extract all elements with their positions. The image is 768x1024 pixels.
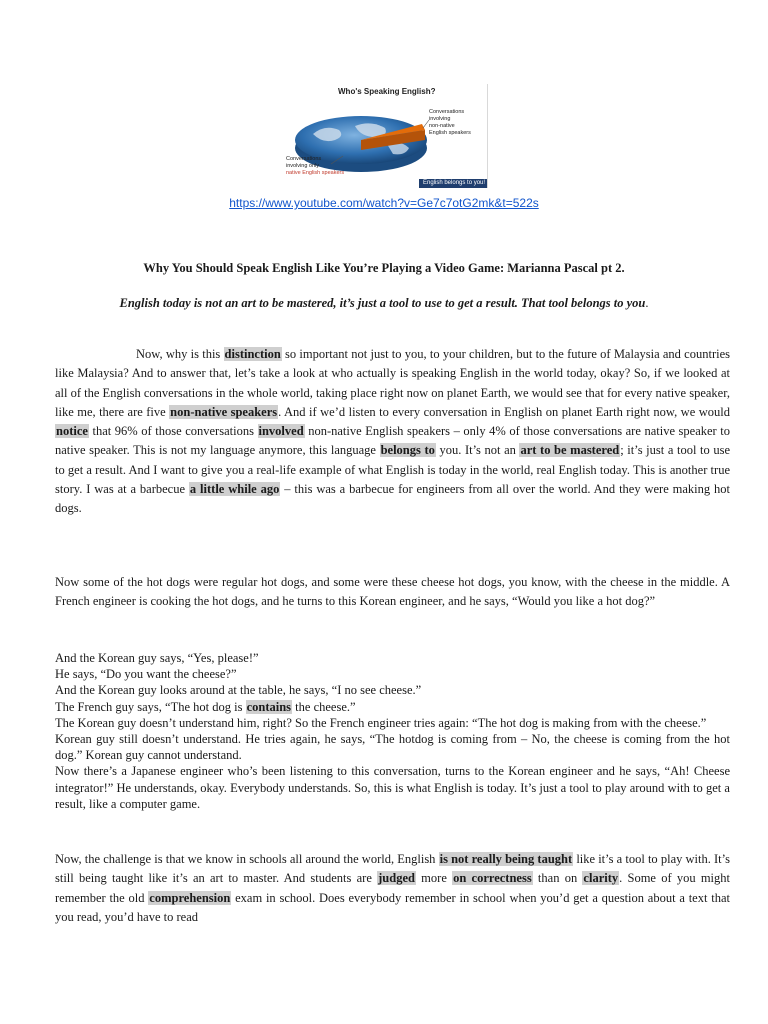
figure-title: Who's Speaking English?	[338, 87, 436, 96]
highlight: belongs to	[380, 443, 435, 458]
dialogue-line: Now there’s a Japanese engineer who’s been listening to this conversation, turns to the Korean engineer and he says, “Ah! Cheese integrator!” He understands, okay. Everybody understands. So, this is what English is today. It’s just a tool to play around with to get a result, like a computer game.	[55, 764, 730, 811]
highlight: art to be mastered	[520, 443, 620, 458]
pie-chart-image	[283, 84, 488, 188]
page-title: Why You Should Speak English Like You’re Playing a Video Game: Marianna Pascal pt 2.	[143, 261, 625, 275]
dialogue-line: The Korean guy doesn’t understand him, right? So the French engineer tries again: “The hot dog is making from with the cheese.”	[55, 715, 707, 730]
dialogue-line: The French guy says, “The hot dog is contains the cheese.”	[55, 699, 356, 714]
highlight: judged	[378, 871, 415, 886]
dialogue-line: Korean guy still doesn’t understand. He tries again, he says, “The hotdog is coming from – No, the cheese is coming from the hot dog.” Korean guy cannot understand.	[55, 732, 730, 763]
paragraph-1: Now, why is this distinction so important not just to you, to your children, but to the future of Malaysia and countries like Malaysia? And to answer that, let’s take a look at who actually is speaking English in the world today, okay? So, if we looked at all of the English conversations in the whole world, taking place right now on planet Earth, we would see that for every native speaker, like me, there are five non-native speakers. And if we’d listen to every conversation in English on planet Earth right now, we would notice that 96% of those conversations involved non-native English speakers – only 4% of those conversations are native speaker to native speaker. This is not my language anymore, this language belongs to you. It’s not an art to be mastered; it’s just a tool to use to get a result. And I want to give you a real-life example of what English is today in the world, real English today. This is another true story. I was at a barbecue a little while ago – this was a barbecue for engineers from all over the world. And they were making hot dogs.	[55, 347, 731, 516]
subtitle: English today is not an art to be mastered, it’s just a tool to use to get a result. That tool belongs to you.	[119, 296, 649, 310]
dialogue-line: He says, “Do you want the cheese?”	[55, 667, 237, 682]
highlight: comprehension	[149, 890, 231, 905]
paragraph-3: Now, the challenge is that we know in schools all around the world, English is not really being taught like it’s a tool to play with. It’s still being taught like it’s an art to master. And students are judged more on correctness than on clarity. Some of you might remember the old comprehension exam in school. Does everybody remember in school when you’d get a question about a text that you read, you’d have to read	[55, 852, 730, 924]
dialogue-block	[55, 650, 730, 812]
highlight: a little while ago	[189, 482, 280, 497]
dialogue-line: And the Korean guy says, “Yes, please!”	[55, 651, 259, 665]
highlight: non-native speakers	[170, 404, 278, 419]
highlight: distinction	[224, 347, 281, 361]
label-nonnative: Conversations involving non-native English speakers	[429, 109, 471, 136]
highlight: notice	[56, 424, 88, 439]
highlight: involved	[258, 424, 304, 439]
paragraph-2: Now some of the hot dogs were regular hot dogs, and some were these cheese hot dogs, you know, with the cheese in the middle. A French engineer is cooking the hot dogs, and he turns to this Korean engineer, and he says, “Would you like a hot dog?”	[55, 575, 730, 609]
figure-banner: English belongs to you!	[419, 179, 487, 188]
highlight: on correctness	[453, 871, 532, 886]
label-native: Conversations involving only native English speakers	[286, 156, 345, 176]
highlight: clarity	[583, 871, 619, 886]
highlight: is not really being taught	[439, 852, 573, 866]
dialogue-line: And the Korean guy looks around at the table, he says, “I no see cheese.”	[55, 683, 422, 698]
highlight: contains	[246, 699, 292, 714]
youtube-link[interactable]: https://www.youtube.com/watch?v=Ge7c7otG2mk&t=522s	[229, 196, 539, 210]
